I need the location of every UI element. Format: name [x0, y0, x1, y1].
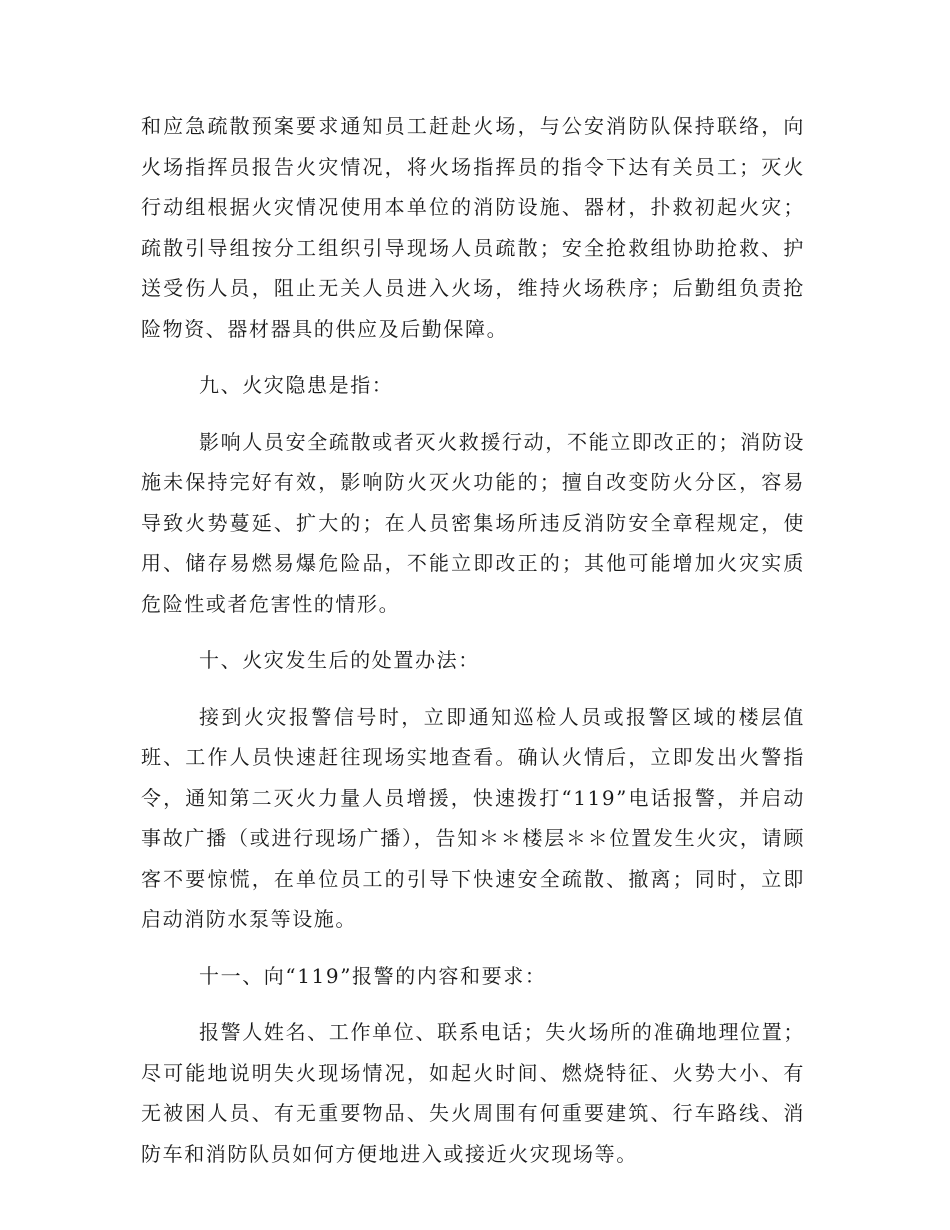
section-10-body: 接到火灾报警信号时，立即通知巡检人员或报警区域的楼层值班、工作人员快速赶往现场实地查看。确认火情后，立即发出火警指令，通知第二灭火力量人员增援，快速拨打“119”电话报警，并启动事故广播（或进行现场广播），告知＊＊楼层＊＊位置发生火灾，请顾客不要惊慌，在单位员工的引导下快速安全疏散、撤离；同时，立即启动消防水泵等设施。: [141, 704, 805, 931]
section-11-body: 报警人姓名、工作单位、联系电话；失火场所的准确地理位置；尽可能地说明失火现场情况，如起火时间、燃烧特征、火势大小、有无被困人员、有无重要物品、失火周围有何重要建筑、行车路线、消防车和消防队员如何方便地进入或接近火灾现场等。: [141, 1020, 805, 1166]
section-9-body: 影响人员安全疏散或者灭火救援行动，不能立即改正的；消防设施未保持完好有效，影响防火灭火功能的；擅自改变防火分区，容易导致火势蔓延、扩大的；在人员密集场所违反消防安全章程规定，使用、储存易燃易爆危险品，不能立即改正的；其他可能增加火灾实质危险性或者危害性的情形。: [141, 429, 805, 616]
document-page: [141, 106, 805, 1174]
section-9-heading: 九、火灾隐患是指：: [199, 373, 394, 397]
section-10-heading: 十、火灾发生后的处置办法：: [199, 648, 480, 672]
intro-paragraph: 和应急疏散预案要求通知员工赶赴火场，与公安消防队保持联络，向火场指挥员报告火灾情况，将火场指挥员的指令下达有关员工；灭火行动组根据火灾情况使用本单位的消防设施、器材，扑救初起火灾；疏散引导组按分工组织引导现场人员疏散；安全抢救组协助抢救、护送受伤人员，阻止无关人员进入火场，维持火场秩序；后勤组负责抢险物资、器材器具的供应及后勤保障。: [141, 114, 805, 341]
section-11-heading: 十一、向“119”报警的内容和要求：: [199, 963, 547, 988]
